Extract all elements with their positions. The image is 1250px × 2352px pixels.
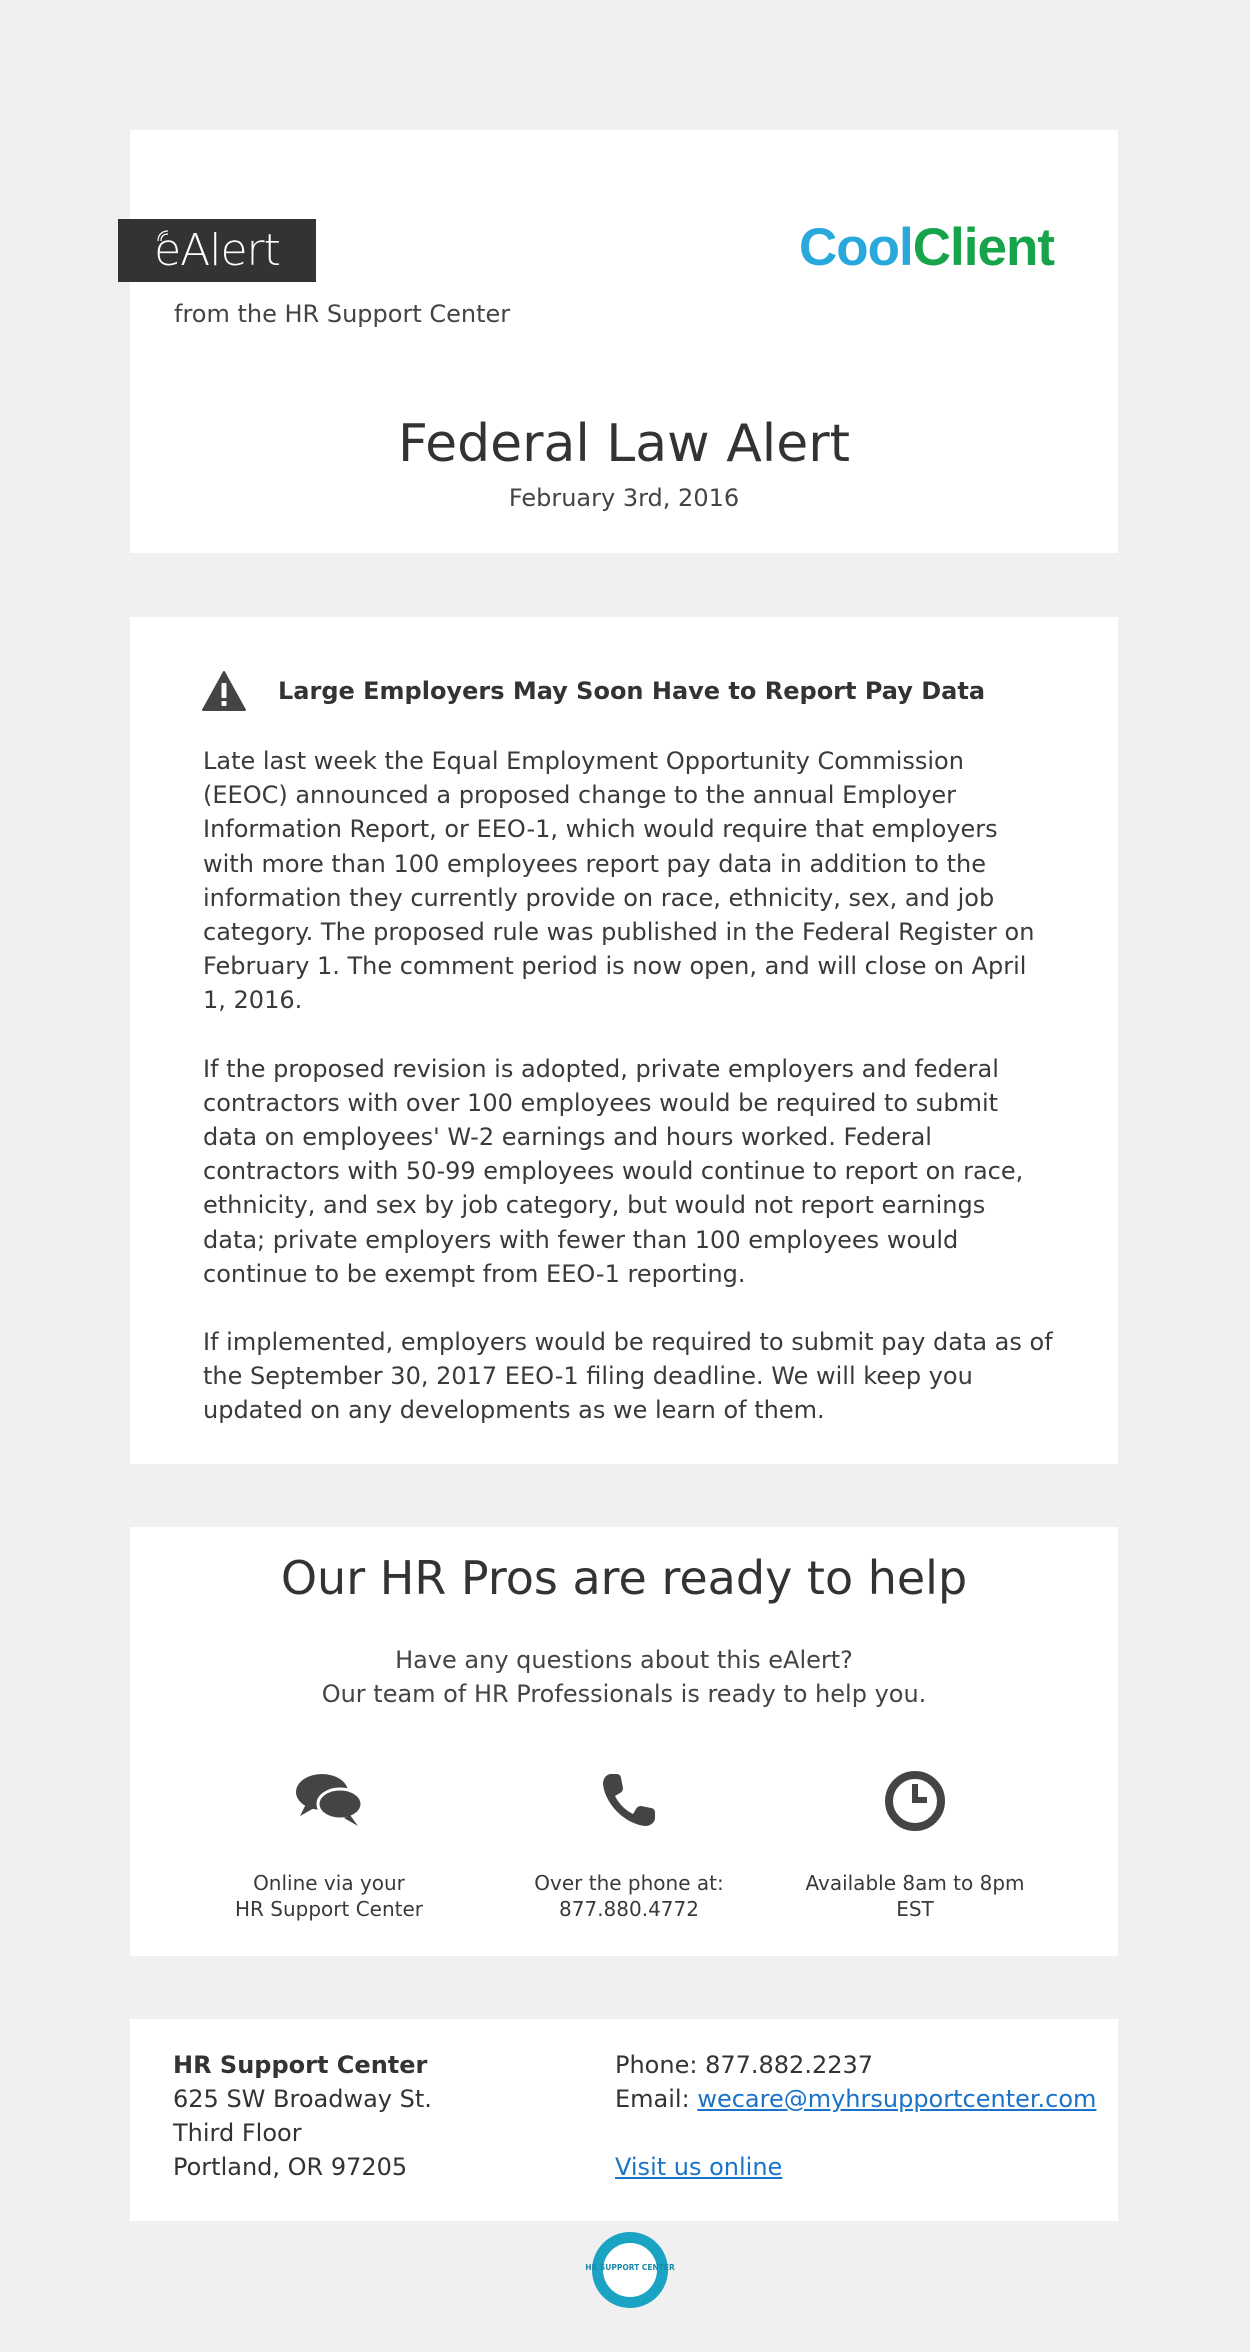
help-option-online	[179, 1770, 479, 1921]
footer-phone-number: 877.882.2237	[705, 2051, 874, 2079]
help-option-hours	[765, 1770, 1065, 1921]
article-paragraph: If implemented, employers would be required to submit pay data as of the September 30, 2017 EEO-1 filing deadline. We will keep you updated on any developments as we learn of them.	[203, 1328, 1053, 1425]
footer-email	[615, 2082, 1096, 2116]
article-heading: Large Employers May Soon Have to Report Pay Data	[278, 677, 986, 705]
help-option-label	[479, 1870, 779, 1922]
email-link[interactable]: wecare@myhrsupportcenter.com	[697, 2085, 1097, 2113]
help-option-line: EST	[896, 1897, 934, 1921]
page-title: Federal Law Alert	[398, 414, 850, 474]
ealert-logo-text: eAlert	[154, 225, 280, 276]
from-line: from the HR Support Center	[174, 300, 511, 328]
client-logo-client: Client	[912, 218, 1054, 277]
article-paragraph: Late last week the Equal Employment Opportunity Commission (EEOC) announced a proposed change to the annual Employer Information Report, or EEO-1, which would require that employers with more than 100 employees report pay data in addition to the information they currently provide on race, ethnicity, sex, and job category. The proposed rule was published in the Federal Register on February 1. The comment period is now open, and will close on April 1, 2016.	[203, 747, 1035, 1015]
help-option-line: Available 8am to 8pm	[805, 1871, 1025, 1895]
footer-address-line: Portland, OR 97205	[173, 2153, 408, 2181]
alert-date: February 3rd, 2016	[508, 484, 740, 512]
footer-contact	[615, 2048, 1096, 2184]
help-subtitle	[130, 1643, 1118, 1711]
help-option-line: Over the phone at:	[534, 1871, 724, 1895]
clock-icon	[884, 1770, 946, 1832]
footer-address-line: 625 SW Broadway St.	[173, 2085, 432, 2113]
client-logo	[772, 216, 1054, 280]
help-subtitle-line: Our team of HR Professionals is ready to help you.	[321, 1680, 927, 1708]
swirl-icon	[156, 229, 170, 243]
article-body	[203, 744, 1053, 1462]
help-title: Our HR Pros are ready to help	[280, 1551, 968, 1605]
chat-bubbles-icon	[294, 1770, 364, 1830]
help-option-line: HR Support Center	[234, 1897, 424, 1921]
help-subtitle-line: Have any questions about this eAlert?	[395, 1646, 853, 1674]
footer-address-line: Third Floor	[173, 2119, 302, 2147]
footer-phone-label: Phone:	[615, 2051, 698, 2079]
footer-spacer	[615, 2116, 1096, 2150]
help-option-phone	[479, 1770, 779, 1921]
help-option-line: Online via your	[253, 1871, 405, 1895]
footer-email-label: Email:	[615, 2085, 690, 2113]
footer-address	[173, 2048, 432, 2184]
hr-support-center-badge	[585, 2232, 675, 2308]
footer-phone	[615, 2048, 1096, 2082]
help-option-label	[765, 1870, 1065, 1922]
help-option-line: 877.880.4772	[559, 1897, 699, 1921]
help-option-label	[179, 1870, 479, 1922]
article-paragraph: If the proposed revision is adopted, private employers and federal contractors with over 100 employees would be required to submit data on employees' W-2 earnings and hours worked. Federal contractors with 50-99 employees would continue to report on race, ethnicity, and sex by job category, but would not report earnings data; private employers with fewer than 100 employees would continue to be exempt from EEO-1 reporting.	[203, 1054, 1024, 1288]
warning-icon	[201, 670, 247, 712]
visit-online-link[interactable]: Visit us online	[615, 2153, 783, 2181]
footer-org: HR Support Center	[173, 2051, 428, 2079]
badge-text: HR SUPPORT CENTER	[585, 2263, 675, 2272]
phone-icon	[599, 1770, 659, 1830]
ealert-logo	[118, 219, 316, 282]
client-logo-cool: Cool	[799, 218, 913, 277]
